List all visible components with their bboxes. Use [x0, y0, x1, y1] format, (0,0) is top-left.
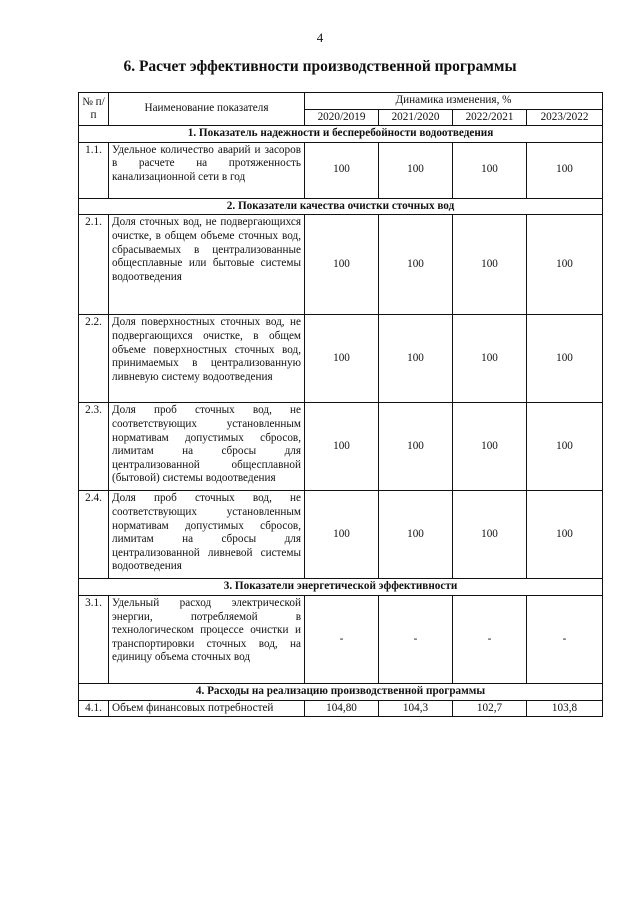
row-value: -	[305, 595, 379, 683]
section-row	[79, 126, 603, 143]
row-name: Доля поверхностных сточных вод, не подвергающихся очистке, в общем объеме поверхностных сточных вод, принимаемых в централизованную ливневую систему водоотведения	[109, 315, 305, 403]
table-header-row	[79, 93, 603, 110]
efficiency-table	[78, 92, 603, 717]
row-value: 100	[527, 142, 603, 198]
header-period: 2023/2022	[527, 109, 603, 126]
section-title-cell: 2. Показатели качества очистки сточных вод	[79, 198, 603, 215]
table-row	[79, 595, 603, 683]
row-value: 100	[527, 315, 603, 403]
row-value: 100	[305, 491, 379, 579]
row-name: Удельное количество аварий и засоров в расчете на протяженность канализационной сети в год	[109, 142, 305, 198]
row-name: Доля проб сточных вод, не соответствующих установленным нормативам допустимых сбросов, лимитам на сбросы для централизованной ливневой системы водоотведения	[109, 491, 305, 579]
row-name: Доля проб сточных вод, не соответствующих установленным нормативам допустимых сбросов, лимитам на сбросы для централизованной общесплавной (бытовой) системы водоотведения	[109, 403, 305, 491]
row-number: 2.1.	[79, 215, 109, 315]
row-value: 100	[379, 315, 453, 403]
row-value: 100	[453, 215, 527, 315]
section-title-cell: 3. Показатели энергетической эффективности	[79, 579, 603, 596]
row-value: -	[379, 595, 453, 683]
row-value: -	[453, 595, 527, 683]
row-name: Объем финансовых потребностей	[109, 700, 305, 717]
header-dynamics: Динамика изменения, %	[305, 93, 603, 110]
header-period: 2020/2019	[305, 109, 379, 126]
section-title-cell: 1. Показатель надежности и бесперебойности водоотведения	[79, 126, 603, 143]
row-number: 2.2.	[79, 315, 109, 403]
table-row	[79, 491, 603, 579]
row-value: 100	[453, 491, 527, 579]
row-value: 100	[379, 215, 453, 315]
row-value: 100	[527, 215, 603, 315]
row-number: 2.4.	[79, 491, 109, 579]
row-name: Удельный расход электрической энергии, потребляемой в технологическом процессе очистки и транспортировки сточных вод, на единицу объема сточных вод	[109, 595, 305, 683]
table-row	[79, 142, 603, 198]
row-number: 4.1.	[79, 700, 109, 717]
section-title-cell: 4. Расходы на реализацию производственной программы	[79, 683, 603, 700]
row-number: 1.1.	[79, 142, 109, 198]
row-value: -	[527, 595, 603, 683]
row-value: 100	[305, 403, 379, 491]
row-value: 100	[453, 403, 527, 491]
row-number: 2.3.	[79, 403, 109, 491]
header-period: 2022/2021	[453, 109, 527, 126]
row-value: 100	[453, 315, 527, 403]
row-name: Доля сточных вод, не подвергающихся очистке, в общем объеме сточных вод, сбрасываемых в централизованные общесплавные или бытовые системы водоотведения	[109, 215, 305, 315]
row-value: 100	[379, 142, 453, 198]
section-title: 6. Расчет эффективности производственной программы	[123, 58, 517, 75]
table-row	[79, 403, 603, 491]
row-value: 100	[379, 403, 453, 491]
header-num: № п/п	[79, 93, 109, 126]
header-period: 2021/2020	[379, 109, 453, 126]
row-value: 100	[305, 315, 379, 403]
row-value: 104,80	[305, 700, 379, 717]
table-row	[79, 315, 603, 403]
section-row	[79, 579, 603, 596]
page-number: 4	[316, 30, 324, 45]
row-value: 100	[527, 403, 603, 491]
table-row	[79, 215, 603, 315]
section-row	[79, 198, 603, 215]
row-value: 103,8	[527, 700, 603, 717]
section-row	[79, 683, 603, 700]
row-value: 100	[453, 142, 527, 198]
row-value: 100	[379, 491, 453, 579]
row-number: 3.1.	[79, 595, 109, 683]
table-row	[79, 700, 603, 717]
row-value: 100	[527, 491, 603, 579]
header-name: Наименование показателя	[109, 93, 305, 126]
row-value: 100	[305, 215, 379, 315]
row-value: 104,3	[379, 700, 453, 717]
row-value: 102,7	[453, 700, 527, 717]
row-value: 100	[305, 142, 379, 198]
